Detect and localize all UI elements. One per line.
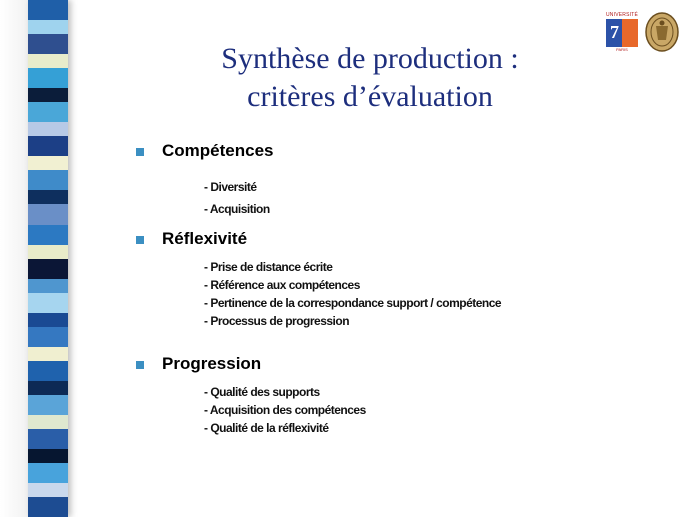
section-heading: Progression	[162, 354, 262, 373]
stripe-segment	[28, 225, 68, 245]
stripe-segment	[28, 259, 68, 279]
stripe-segment	[28, 0, 68, 20]
university-logo	[606, 12, 638, 52]
list-item: - Qualité de la réflexivité	[204, 421, 329, 435]
stripe-segment	[28, 54, 68, 68]
stripe-segment	[28, 381, 68, 395]
stripe-segment	[28, 68, 68, 88]
stripe-segment	[28, 361, 68, 381]
slide-title	[140, 40, 600, 116]
slide-title-line1: Synthèse de production :	[221, 42, 519, 75]
seal-icon	[644, 12, 680, 52]
square-bullet-icon	[136, 148, 144, 156]
square-bullet-icon	[136, 361, 144, 369]
section-competences	[134, 140, 654, 228]
stripe-segment	[28, 463, 68, 483]
decorative-stripe-bar	[28, 0, 68, 517]
list-item: - Diversité	[204, 180, 257, 194]
university-logo-block	[606, 19, 638, 47]
stripe-segment	[28, 190, 68, 204]
stripe-segment	[28, 204, 68, 224]
university-logo-top-text: UNIVERSITÉ	[606, 12, 639, 18]
section-progression	[134, 353, 654, 437]
stripe-segment	[28, 122, 68, 136]
stripe-segment	[28, 429, 68, 449]
stripe-segment	[28, 156, 68, 170]
slide-title-line2: critères d’évaluation	[247, 80, 493, 113]
list-item: - Prise de distance écrite	[204, 260, 333, 274]
stripe-segment	[28, 34, 68, 54]
stripe-segment	[28, 102, 68, 122]
list-item: - Pertinence de la correspondance support / compétence	[204, 296, 502, 310]
left-margin	[0, 0, 28, 517]
stripe-segment	[28, 395, 68, 415]
stripe-segment	[28, 20, 68, 34]
list-item: - Référence aux compétences	[204, 278, 360, 292]
stripe-segment	[28, 88, 68, 102]
stripe-segment	[28, 293, 68, 313]
stripe-segment	[28, 327, 68, 347]
stripe-segment	[28, 449, 68, 463]
stripe-segment	[28, 170, 68, 190]
section-heading: Compétences	[162, 141, 274, 160]
list-item: - Acquisition des compétences	[204, 403, 366, 417]
section-reflexivite	[134, 228, 654, 353]
list-item: - Acquisition	[204, 202, 270, 216]
section-heading: Réflexivité	[162, 229, 248, 248]
stripe-segment	[28, 136, 68, 156]
square-bullet-icon	[136, 236, 144, 244]
stripe-segment	[28, 347, 68, 361]
university-logo-number: 7	[610, 22, 619, 42]
list-item: - Qualité des supports	[204, 385, 320, 399]
university-logo-bottom-text: PARIS	[616, 47, 628, 52]
stripe-segment	[28, 279, 68, 293]
stripe-segment	[28, 313, 68, 327]
list-item: - Processus de progression	[204, 314, 350, 328]
stripe-segment	[28, 483, 68, 497]
stripe-segment	[28, 245, 68, 259]
criteria-list	[134, 140, 654, 437]
stripe-segment	[28, 415, 68, 429]
stripe-segment	[28, 497, 68, 517]
